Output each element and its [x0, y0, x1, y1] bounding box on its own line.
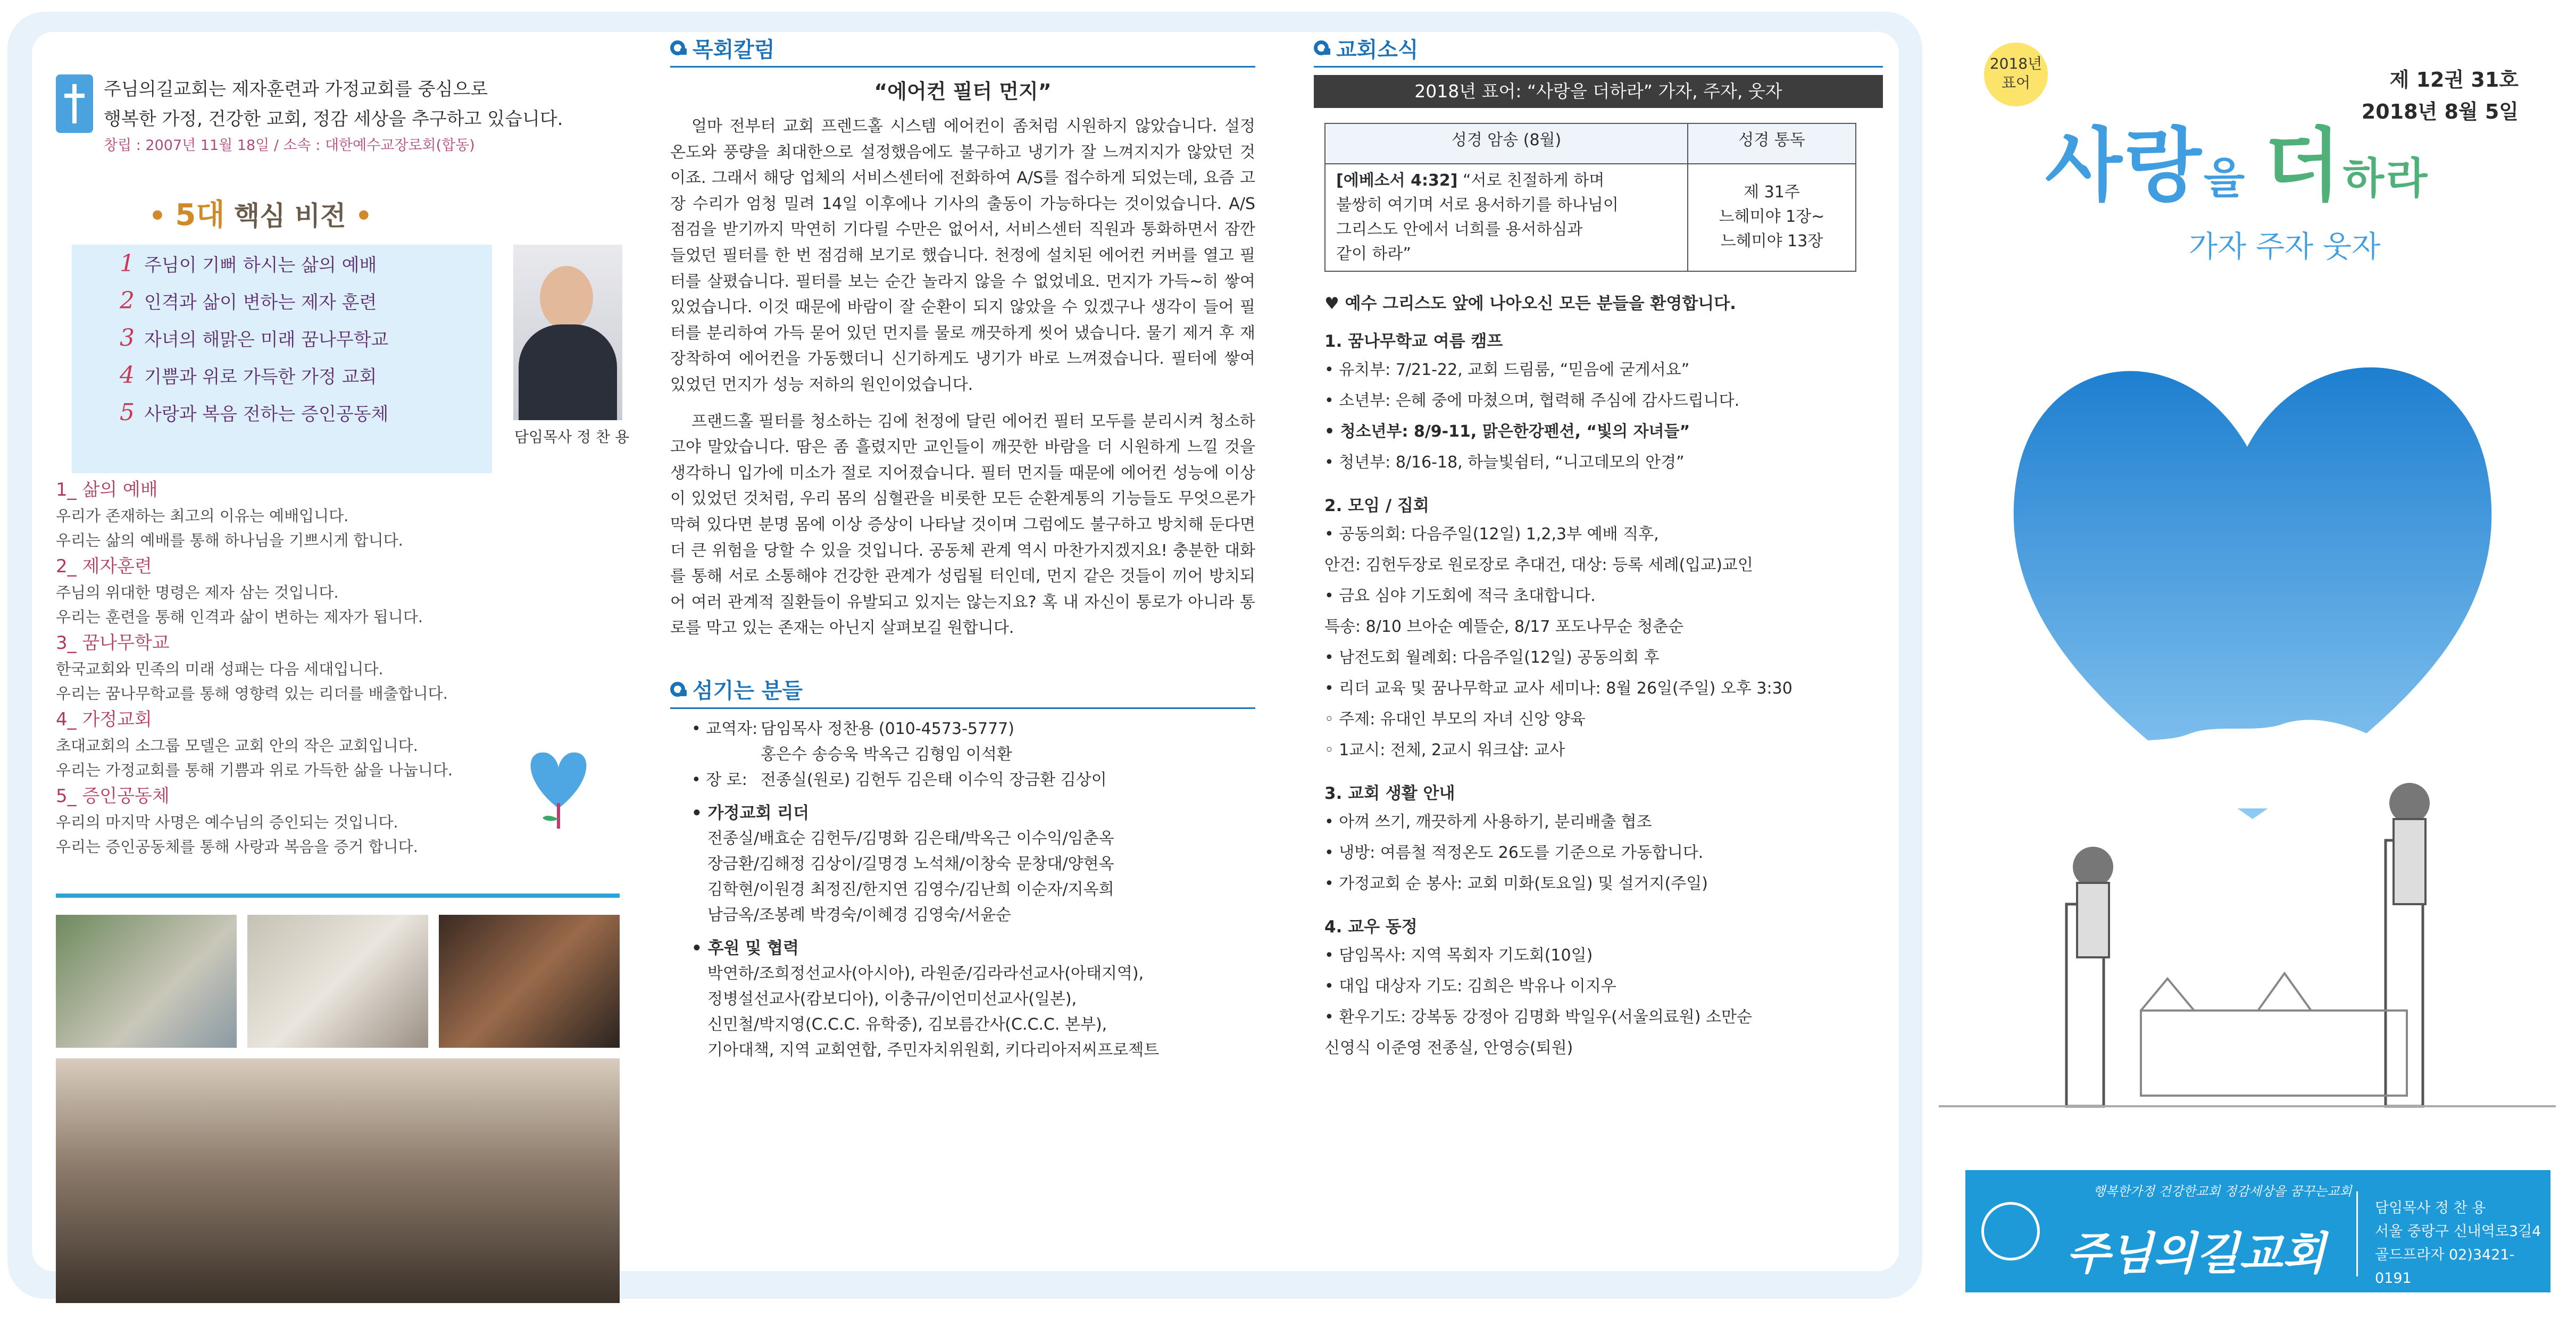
news-list	[1314, 290, 1883, 1064]
news-section-title: 3. 교회 생활 안내	[1324, 784, 1455, 803]
vision-item-text: 사랑과 복음 전하는 증인공동체	[144, 404, 389, 425]
gallery-photo-choir	[56, 1058, 620, 1303]
cover-subtitle: 가자 주자 웃자	[2189, 230, 2381, 264]
panel-vision	[56, 32, 630, 1271]
gallery-photo	[439, 915, 620, 1048]
staff-row	[691, 716, 1255, 742]
verse-line: “서로 친절하게 하며	[1462, 171, 1605, 190]
verse-line: 그리스도 안에서 너희를 용서하심과	[1336, 220, 1583, 239]
vision-detail-heading: 2_ 제자훈련	[56, 556, 152, 577]
vision-detail-line: 우리의 마지막 사명은 예수님의 증인되는 것입니다.	[56, 813, 398, 831]
staff-row	[691, 767, 1255, 793]
intro-line-1: 주님의길교회는 제자훈련과 가정교회를 중심으로	[104, 79, 488, 100]
column-heading	[670, 32, 1255, 64]
vision-detail-line: 우리는 꿈나무학교를 통해 영향력 있는 리더를 배출합니다.	[56, 684, 448, 703]
news-section-title: 4. 교우 동정	[1324, 917, 1418, 937]
vision-item-num: 4	[120, 362, 135, 389]
support-line: 기아대책, 지역 교회연합, 주민자치위원회, 키다리아저씨프로젝트	[707, 1040, 1160, 1059]
news-item: • 대입 대상자 기도: 김희은 박유나 이지우	[1324, 977, 1616, 996]
vision-detail	[56, 629, 535, 706]
vision-title: • 5대 핵심 비전 •	[149, 198, 372, 232]
staff-row-text: 담임목사 정찬용 (010-4573-5777)	[761, 719, 1014, 738]
footer-phone: 골드프라자 02)3421-0191	[2375, 1247, 2515, 1287]
news-heading	[1314, 32, 1883, 64]
vision-detail-heading: 5_ 증인공동체	[56, 786, 170, 807]
news-item: 신영식 이준영 전종실, 안영승(퇴원)	[1324, 1039, 1573, 1057]
news-item: • 유치부: 7/21-22, 교회 드림룸, “믿음에 굳게서요”	[1324, 361, 1690, 379]
vision-detail-line: 주님의 위대한 명령은 제자 삼는 것입니다.	[56, 583, 339, 602]
vision-item-num: 5	[120, 399, 135, 426]
vision-detail-heading: 3_ 꿈나무학교	[56, 632, 170, 654]
vision-detail	[56, 476, 535, 553]
vision-item-text: 기쁨과 위로 가득한 가정 교회	[144, 366, 377, 388]
column-paragraph: 얼마 전부터 교회 프렌드홀 시스템 에어컨이 좀처럼 시원하지 않았습니다. 설정 온도와 풍량을 최대한으로 설정했음에도 불구하고 냉기가 잘 느껴지지가 않았던 것이죠. 그래서 해당 업체의 서비스센터에 전화하여 A/S를 접수하게 되었는데, 요즘 고장 수리가 엄청 밀려 14일 이후에나 기사의 출동이 가능하다는 것이었습니다. A/S 점검을 받기까지 막연히 기다릴 수만은 없어서, 서비스센터 직원과 통화하면서 잠깐 들었던 필터를 한 번 점검해 보기로 했습니다. 천정에 설치된 에어컨 커버를 열고 필터를 살폈습니다. 필터를 보는 순간 놀라지 않을 수 없었네요. 먼지가 가득~히 쌓여 있었습니다. 이것 때문에 바람이 잘 순환이 되지 않았을 수 있겠구나 생각이 들어 필터를 분리하여 가득 묻어 있던 먼지를 물로 깨끗하게 씻어 냈습니다. 물기 제거 후 재장착하여 에어컨을 가동했더니 신기하게도 냉기가 바로 느껴졌습니다. 필터에 쌓여 있었던 먼지가 성능 저하의 원인이었습니다.	[670, 117, 1255, 394]
memory-verse-cell	[1325, 164, 1688, 271]
staff-row-label: • 장 로:	[691, 770, 747, 789]
section-bullet-icon	[670, 40, 685, 55]
footer-motto: 행복한가정 건강한교회 정감세상을 꿈꾸는교회	[2093, 1184, 2352, 1199]
footer-pastor: 담임목사 정 찬 용	[2375, 1200, 2486, 1216]
news-section-title: 2. 모임 / 집회	[1324, 496, 1429, 515]
theme-banner: 2018년 표어: “사랑을 더하라” 가자, 주자, 웃자	[1314, 75, 1883, 108]
news-heading-text: 교회소식	[1336, 37, 1419, 62]
reading-line: 제 31주	[1744, 183, 1800, 202]
staff-row-text: 전종실(원로) 김헌두 김은태 이수익 장금환 김상이	[761, 770, 1107, 789]
staff-row-text: 홍은수 송승욱 박옥근 김형임 이석환	[761, 745, 1012, 764]
news-item: • 소년부: 은혜 중에 마쳤으며, 협력해 주심에 감사드립니다.	[1324, 391, 1740, 410]
bible-table-header: 성경 암송 (8월)	[1325, 123, 1688, 164]
news-item: 안건: 김헌두장로 원로장로 추대건, 대상: 등록 세례(입교)교인	[1324, 556, 1753, 574]
cover-title: 사랑을 더하라	[2045, 120, 2430, 212]
leaders-heading: • 가정교회 리더	[691, 803, 810, 823]
column-title: “에어컨 필터 먼지”	[874, 80, 1052, 103]
section-bullet-icon	[670, 682, 685, 697]
leader-line: 남금옥/조봉례 박경숙/이혜경 김영숙/서윤순	[707, 905, 1012, 924]
heart-tree-icon	[513, 745, 604, 830]
vision-list	[72, 245, 492, 473]
church-emblem-icon	[1981, 1202, 2040, 1260]
news-item: • 리더 교육 및 꿈나무학교 교사 세미나: 8월 26일(주일) 오후 3:30	[1324, 679, 1793, 698]
vision-detail-heading: 1_ 삶의 예배	[56, 479, 158, 500]
cross-logo-icon	[56, 74, 93, 133]
panel-cover	[1939, 0, 2556, 1319]
vision-item-text: 인격과 삶이 변하는 제자 훈련	[144, 292, 377, 313]
vision-detail	[56, 706, 535, 782]
section-bullet-icon	[1314, 40, 1329, 55]
support-line: 신민철/박지영(C.C.C. 유학중), 김보름간사(C.C.C. 본부),	[707, 1015, 1107, 1034]
vision-detail-line: 우리는 삶의 예배를 통해 하나님을 기쁘시게 합니다.	[56, 531, 403, 549]
year-badge-label: 표어	[2001, 74, 2031, 91]
panel-news	[1314, 32, 1883, 1271]
issue-number: 제 12권 31호	[2389, 68, 2519, 91]
vision-detail-line: 우리는 가정교회를 통해 기쁨과 위로 가득한 삶을 나눕니다.	[56, 761, 453, 779]
vision-detail-line: 우리가 존재하는 최고의 이유는 예배입니다.	[56, 507, 349, 525]
staff-heading	[670, 673, 1255, 705]
news-item: • 공동의회: 다음주일(12일) 1,2,3부 예배 직후,	[1324, 525, 1659, 544]
vision-detail-line: 초대교회의 소그룹 모델은 교회 안의 작은 교회입니다.	[56, 737, 418, 755]
reading-line: 느헤미야 13장	[1720, 232, 1823, 251]
verse-line: 같이 하라”	[1336, 245, 1411, 263]
vision-item-text: 자녀의 해맑은 미래 꿈나무학교	[144, 329, 389, 350]
pastor-photo	[513, 245, 622, 420]
vision-title-num: 5대	[175, 198, 225, 232]
news-item: • 담임목사: 지역 목회자 기도회(10일)	[1324, 946, 1593, 965]
verse-line: 불쌍히 여기며 서로 용서하기를 하나님이	[1336, 196, 1619, 214]
gallery-photo	[247, 915, 428, 1048]
news-item: • 환우기도: 강복동 강정아 김명화 박일우(서울의료원) 소만순	[1324, 1008, 1752, 1026]
support-line: 정병설선교사(캄보디아), 이충규/이언미선교사(일본),	[707, 989, 1077, 1008]
news-item: • 냉방: 여름철 적정온도 26도를 기준으로 가동합니다.	[1324, 844, 1704, 862]
staff-row-label: • 교역자:	[691, 719, 758, 738]
vision-item	[72, 319, 492, 356]
vision-detail-line: 우리는 증인공동체를 통해 사랑과 복음을 증거 합니다.	[56, 838, 418, 856]
vision-detail-heading: 4_ 가정교회	[56, 709, 152, 730]
church-intro	[56, 74, 563, 157]
news-item: • 청소년부: 8/9-11, 맑은한강펜션, “빛의 자녀들”	[1324, 422, 1690, 441]
news-item: 특송: 8/10 브아순 예뜰순, 8/17 포도나무순 청춘순	[1324, 617, 1684, 636]
leader-line: 장금환/김해정 김상이/길명경 노석채/이창숙 문창대/양현옥	[707, 854, 1114, 873]
vision-item-num: 3	[120, 324, 135, 352]
vision-item-num: 1	[120, 250, 135, 277]
vision-detail	[56, 553, 535, 629]
welcome-line: ♥ 예수 그리스도 앞에 나아오신 모든 분들을 환영합니다.	[1324, 294, 1736, 313]
news-section-title: 1. 꿈나무학교 여름 캠프	[1324, 332, 1503, 351]
founding-info: 창립 : 2007년 11월 18일 / 소속 : 대한예수교장로회(합동)	[104, 137, 475, 154]
staff-row-label	[691, 742, 761, 767]
vision-item	[72, 245, 492, 282]
news-item: • 가정교회 순 봉사: 교회 미화(토요일) 및 설거지(주일)	[1324, 874, 1708, 893]
vision-item	[72, 394, 492, 431]
gallery-photo	[56, 915, 237, 1048]
news-item: ◦ 주제: 유대인 부모의 자녀 신앙 양육	[1324, 710, 1586, 729]
year-badge	[1984, 43, 2048, 106]
vision-details	[56, 476, 535, 859]
staff-heading-text: 섬기는 분들	[693, 679, 803, 704]
support-line: 박연하/조희정선교사(아시아), 라원준/김라라선교사(아태지역),	[707, 964, 1144, 983]
vision-detail-line: 우리는 훈련을 통해 인격과 삶이 변하는 제자가 됩니다.	[56, 608, 423, 626]
panel-column	[670, 32, 1255, 1271]
news-item: • 아껴 쓰기, 깨끗하게 사용하기, 분리배출 협조	[1324, 813, 1652, 831]
pastor-caption: 담임목사 정 찬 용	[514, 428, 630, 446]
column-paragraph: 프랜드홀 필터를 청소하는 김에 천정에 달린 에어컨 필터 모두를 분리시켜 청소하고야 말았습니다. 땀은 좀 흘렸지만 교인들이 깨끗한 바람을 더 시원하게 느낄 것을 생각하니 입가에 미소가 절로 지어졌습니다. 필터 먼지들 때문에 에어컨 성능에 이상이 있었던 것처럼, 우리 몸의 심혈관을 비롯한 모든 순환계통의 기능들도 무엇으론가 막혀 있다면 분명 몸에 이상 증상이 나타날 것이며 그럼에도 불구하고 방치해 둔다면 더 큰 위험을 당할 수 있을 것입니다. 공동체 관계 역시 마찬가지겠지요! 충분한 대화를 통해 서로 소통해야 건강한 관계가 성립될 터인데, 먼지 같은 것들이 끼어 방치되어 여러 관계적 질환들이 유발되고 있지는 않는지요? 혹 내 자신이 통로가 아니라 통로를 막고 있는 존재는 아닌지 살펴보길 원합니다.	[670, 412, 1255, 638]
vision-title-text: 핵심 비전	[234, 201, 346, 231]
support-heading: • 후원 및 협력	[691, 938, 799, 958]
divider-band	[56, 894, 620, 898]
news-item: ◦ 1교시: 전체, 2교시 워크샵: 교사	[1324, 741, 1565, 759]
cover	[1939, 0, 2556, 1319]
news-item: • 청년부: 8/16-18, 하늘빛쉼터, “니고데모의 안경”	[1324, 453, 1685, 472]
footer-info	[2375, 1197, 2550, 1290]
intro-line-2: 행복한 가정, 건강한 교회, 정감 세상을 추구하고 있습니다.	[104, 108, 563, 130]
reading-line: 느헤미야 1장~	[1719, 207, 1825, 226]
vision-item	[72, 356, 492, 394]
news-item: • 남전도회 월례회: 다음주일(12일) 공동의회 후	[1324, 648, 1660, 667]
column-heading-text: 목회칼럼	[693, 37, 775, 62]
church-footer	[1965, 1170, 2550, 1292]
staff-list	[670, 716, 1255, 1063]
heart-illustration	[1939, 277, 2556, 1159]
vision-item-num: 2	[120, 287, 135, 314]
verse-ref: [에베소서 4:32]	[1336, 171, 1458, 190]
year-badge-year: 2018년	[1989, 55, 2043, 72]
leader-line: 전종실/배효순 김헌두/김명화 김은태/박옥근 이수익/임춘옥	[707, 829, 1114, 848]
bible-table	[1324, 123, 1856, 272]
news-item: • 금요 심야 기도회에 적극 초대합니다.	[1324, 587, 1596, 605]
footer-church-name: 주님의길교회	[2066, 1228, 2325, 1280]
bible-table-header: 성경 통독	[1688, 123, 1856, 164]
reading-cell	[1688, 164, 1856, 271]
vision-item-text: 주님이 기뻐 하시는 삶의 예배	[144, 255, 377, 276]
footer-address: 서울 중랑구 신내역로3길4	[2375, 1223, 2541, 1240]
leader-line: 김학현/이원경 최정진/한지연 김영수/김난희 이순자/지옥희	[707, 880, 1114, 899]
staff-row	[691, 742, 1255, 767]
vision-detail	[56, 782, 535, 859]
vision-detail-line: 한국교회와 민족의 미래 성패는 다음 세대입니다.	[56, 660, 384, 678]
issue-date: 2018년 8월 5일	[2361, 100, 2519, 123]
vision-item	[72, 282, 492, 319]
